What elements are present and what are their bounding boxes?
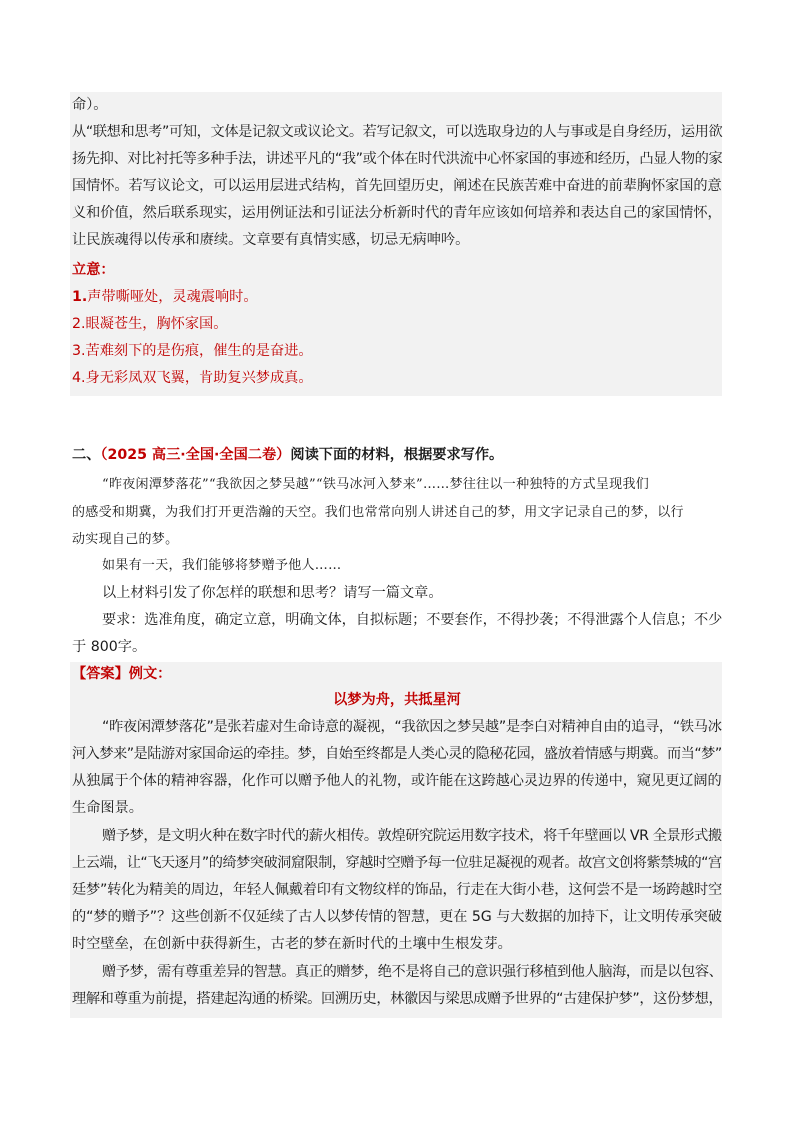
essay-line: 赠予梦，需有尊重差异的智慧。真正的赠梦，绝不是将自己的意识强行移植到他人脑海，而是以包容、 bbox=[102, 964, 723, 980]
material-line: 动实现自己的梦。 bbox=[72, 532, 179, 547]
analysis-line: 命）。 bbox=[72, 97, 108, 113]
idea-item: 3.苦难刻下的是伤痕，催生的是奋进。 bbox=[72, 343, 313, 359]
answer-label: 【答案】例文： bbox=[72, 666, 172, 682]
analysis-line: 让民族魂得以传承和赓续。文章要有真情实感，切忌无病呻吟。 bbox=[72, 232, 470, 248]
question-number: 二、 bbox=[72, 447, 101, 463]
essay-line: 的“梦的赠予”？这些创新不仅延续了古人以梦传情的智慧，更在 5G 与大数据的加持下，让文明传承突破 bbox=[72, 909, 722, 925]
material-line: 如果有一天，我们能够将梦赠予他人…… bbox=[102, 558, 342, 573]
essay-line: 理解和尊重为前提，搭建起沟通的桥梁。回溯历史，林徽因与梁思成赠予世界的“古建保护梦”，这份梦想， bbox=[72, 991, 723, 1007]
requirement-line: 于 800字。 bbox=[72, 639, 147, 655]
idea-item: 2.眼凝苍生，胸怀家国。 bbox=[72, 316, 228, 332]
essay-line: 时空壁垒，在创新中获得新生，古老的梦在新时代的土壤中生根发芽。 bbox=[72, 936, 512, 952]
question-source: （2025 高三·全国·全国二卷） bbox=[100, 447, 291, 463]
essay-line: 廷梦”转化为精美的周边，年轻人佩戴着印有文物纹样的饰品，行走在大街小巷，这何尝不是一场跨越时空 bbox=[72, 882, 722, 898]
essay-line: 上云端，让“飞天逐月”的绮梦突破洞窟限制，穿越时空赠予每一位驻足凝视的观者。故宫文创将紫禁城的“宫 bbox=[72, 855, 722, 871]
analysis-line: 从“联想和思考”可知，文体是记叙文或议论文。若写记叙文，可以选取身边的人与事或是自身经历，运用欲 bbox=[72, 124, 723, 140]
question-heading bbox=[72, 445, 503, 465]
essay-line: 河入梦来”是陆游对家国命运的牵挂。梦，自始至终都是人类心灵的隐秘花园，盛放着情感与期冀。而当“梦” bbox=[72, 746, 722, 762]
ideas-label: 立意： bbox=[72, 262, 115, 278]
essay-title: 以梦为舟，共抵星河 bbox=[333, 692, 461, 708]
material-line: “昨夜闲潭梦落花”“我欲因之梦吴越”“铁马冰河入梦来”……梦往往以一种独特的方式呈现我们 bbox=[102, 477, 650, 492]
idea-item: 4.身无彩凤双飞翼，肯助复兴梦成真。 bbox=[72, 370, 313, 386]
material-line: 的感受和期冀，为我们打开更浩瀚的天空。我们也常常向别人讲述自己的梦，用文字记录自己的梦，以行 bbox=[72, 505, 684, 520]
idea-item: 1.声带嘶哑处，灵魂震响时。 bbox=[72, 289, 258, 305]
analysis-line: 国情怀。若写议论文，可以运用层进式结构，首先回望历史，阐述在民族苦难中奋进的前辈胸怀家国的意 bbox=[72, 178, 722, 194]
essay-line: 生命图景。 bbox=[72, 800, 143, 816]
question-instruction: 阅读下面的材料，根据要求写作。 bbox=[290, 447, 504, 463]
question-prompt: 以上材料引发了你怎样的联想和思考？请写一篇文章。 bbox=[102, 585, 443, 601]
essay-line: 赠予梦，是文明火种在数字时代的薪火相传。敦煌研究院运用数字技术，将千年壁画以 VR 全景形式搬 bbox=[102, 828, 722, 844]
essay-line: “昨夜闲潭梦落花”是张若虚对生命诗意的凝视，“我欲因之梦吴越”是李白对精神自由的追寻，“铁马冰 bbox=[102, 719, 722, 735]
requirement-line: 要求：选准角度，确定立意，明确文体，自拟标题；不要套作，不得抄袭；不得泄露个人信息；不少 bbox=[102, 612, 723, 628]
analysis-line: 义和价值，然后联系现实，运用例证法和引证法分析新时代的青年应该如何培养和表达自己的家国情怀， bbox=[72, 205, 722, 221]
analysis-line: 扬先抑、对比衬托等多种手法，讲述平凡的“我”或个体在时代洪流中心怀家国的事迹和经历，凸显人物的家 bbox=[72, 151, 723, 167]
essay-line: 从独属于个体的精神容器，化作可以赠予他人的礼物，或许能在这跨越心灵边界的传递中，窥见更辽阔的 bbox=[72, 773, 722, 789]
